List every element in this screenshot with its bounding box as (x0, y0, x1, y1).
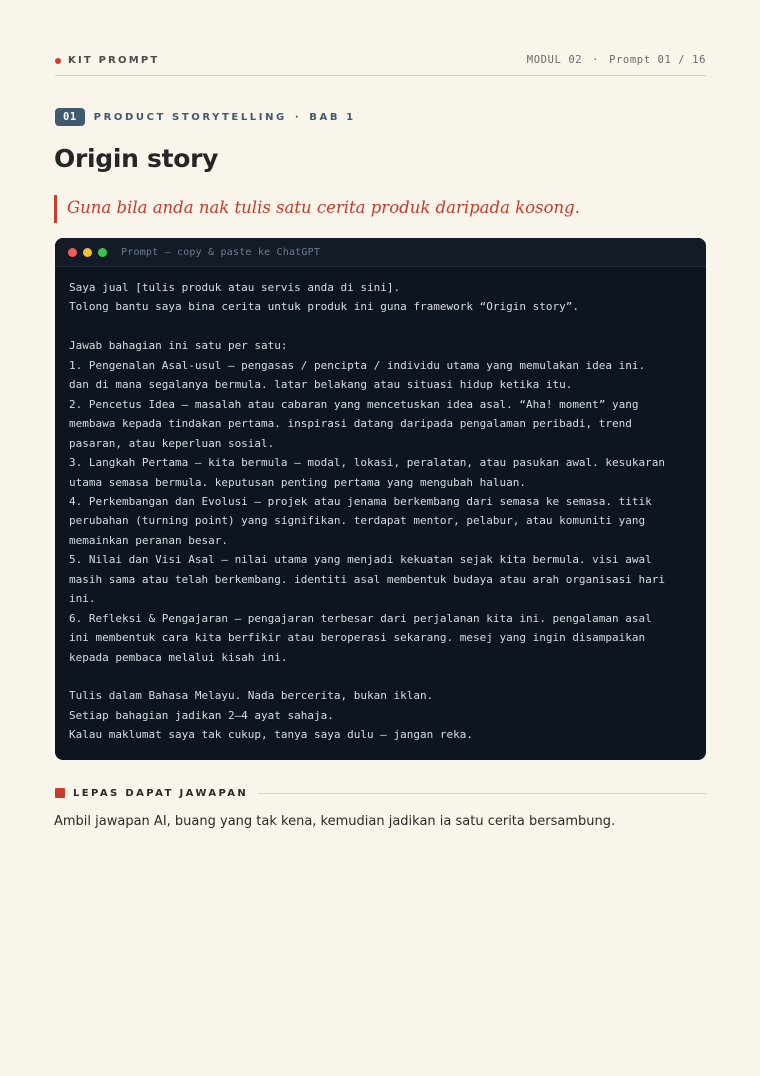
minimize-dot-icon (83, 248, 92, 257)
prompt-terminal (55, 238, 706, 760)
chapter-section: BAB 1 (309, 111, 356, 123)
after-section-header (55, 786, 706, 800)
prompt-line: dan di mana segalanya bermula. latar belakang atau situasi hidup ketika itu. (69, 378, 573, 392)
brand-dot-icon (55, 58, 61, 64)
prompt-line (69, 317, 693, 336)
prompt-line: kepada pembaca melalui kisah ini. (69, 650, 288, 664)
chapter-category: PRODUCT STORYTELLING (93, 111, 287, 123)
brand (55, 55, 159, 66)
page-subtitle: Guna bila anda nak tulis satu cerita produk daripada kosong. (67, 198, 580, 217)
terminal-title-bar (55, 238, 706, 267)
chapter-line (55, 108, 356, 126)
prompt-line (69, 667, 693, 686)
prompt-line: ini membentuk cara kita berfikir atau beroperasi sekarang. mesej yang ingin disampaikan (69, 631, 646, 645)
section-label: LEPAS DAPAT JAWAPAN (73, 787, 249, 799)
prompt-line: 1. Pengenalan Asal-usul — pengasas / pencipta / individu utama yang memulakan idea ini. (69, 358, 646, 372)
prompt-line: Tulis dalam Bahasa Melayu. Nada bercerita, bukan iklan. (69, 689, 434, 703)
prompt-line: Tolong bantu saya bina cerita untuk produk ini guna framework “Origin story”. (69, 300, 579, 314)
brand-label: KIT PROMPT (68, 55, 160, 66)
after-section-text: Ambil jawapan AI, buang yang tak kena, kemudian jadikan ia satu cerita bersambung. (54, 814, 616, 829)
module-separator: · (592, 54, 600, 66)
section-square-icon (55, 788, 65, 798)
terminal-title: Prompt — copy & paste ke ChatGPT (121, 246, 321, 258)
prompt-line: ini. (69, 592, 96, 606)
chapter-number-badge: 01 (55, 108, 85, 126)
prompt-line: memainkan peranan besar. (69, 533, 228, 547)
prompt-line: 2. Pencetus Idea — masalah atau cabaran yang mencetuskan idea asal. “Aha! moment” yang (69, 397, 639, 411)
prompt-line: Kalau maklumat saya tak cukup, tanya saya dulu — jangan reka. (69, 728, 473, 742)
prompt-line: 3. Langkah Pertama — kita bermula — modal, lokasi, peralatan, atau pasukan awal. kesukaran (69, 456, 666, 470)
chapter-label (94, 112, 356, 123)
prompt-line: membawa kepada tindakan pertama. inspirasi datang daripada pengalaman peribadi, trend (69, 417, 632, 431)
chapter-separator: · (294, 111, 302, 123)
prompt-line: Jawab bahagian ini satu per satu: (69, 339, 288, 353)
module-meta (527, 54, 706, 66)
prompt-line: Saya jual [tulis produk atau servis anda di sini]. (69, 281, 401, 294)
prompt-line: 6. Refleksi & Pengajaran — pengajaran terbesar dari perjalanan kita ini. pengalaman asal (69, 611, 652, 625)
prompt-line: 5. Nilai dan Visi Asal — nilai utama yang menjadi kekuatan sejak kita bermula. visi awal (69, 553, 652, 567)
module-label: MODUL 02 (526, 54, 583, 66)
prompt-line: 4. Perkembangan dan Evolusi — projek atau jenama berkembang dari semasa ke semasa. titik (69, 494, 652, 508)
subtitle-accent-bar (54, 195, 57, 223)
close-dot-icon (68, 248, 77, 257)
page-title: Origin story (54, 144, 219, 173)
maximize-dot-icon (98, 248, 107, 257)
page-header (55, 53, 706, 76)
prompt-line: perubahan (turning point) yang signifikan. terdapat mentor, pelabur, atau komuniti yang (69, 514, 646, 528)
section-divider (258, 793, 706, 794)
prompt-text[interactable] (55, 267, 706, 745)
prompt-line: pasaran, atau keperluan sosial. (69, 436, 275, 450)
prompt-line: masih sama atau telah berkembang. identiti asal membentuk budaya atau arah organisasi hari (69, 572, 666, 586)
prompt-counter: Prompt 01 / 16 (609, 54, 706, 66)
prompt-line: Setiap bahagian jadikan 2–4 ayat sahaja. (69, 708, 334, 722)
prompt-line: utama semasa bermula. keputusan penting pertama yang mengubah haluan. (69, 475, 526, 489)
